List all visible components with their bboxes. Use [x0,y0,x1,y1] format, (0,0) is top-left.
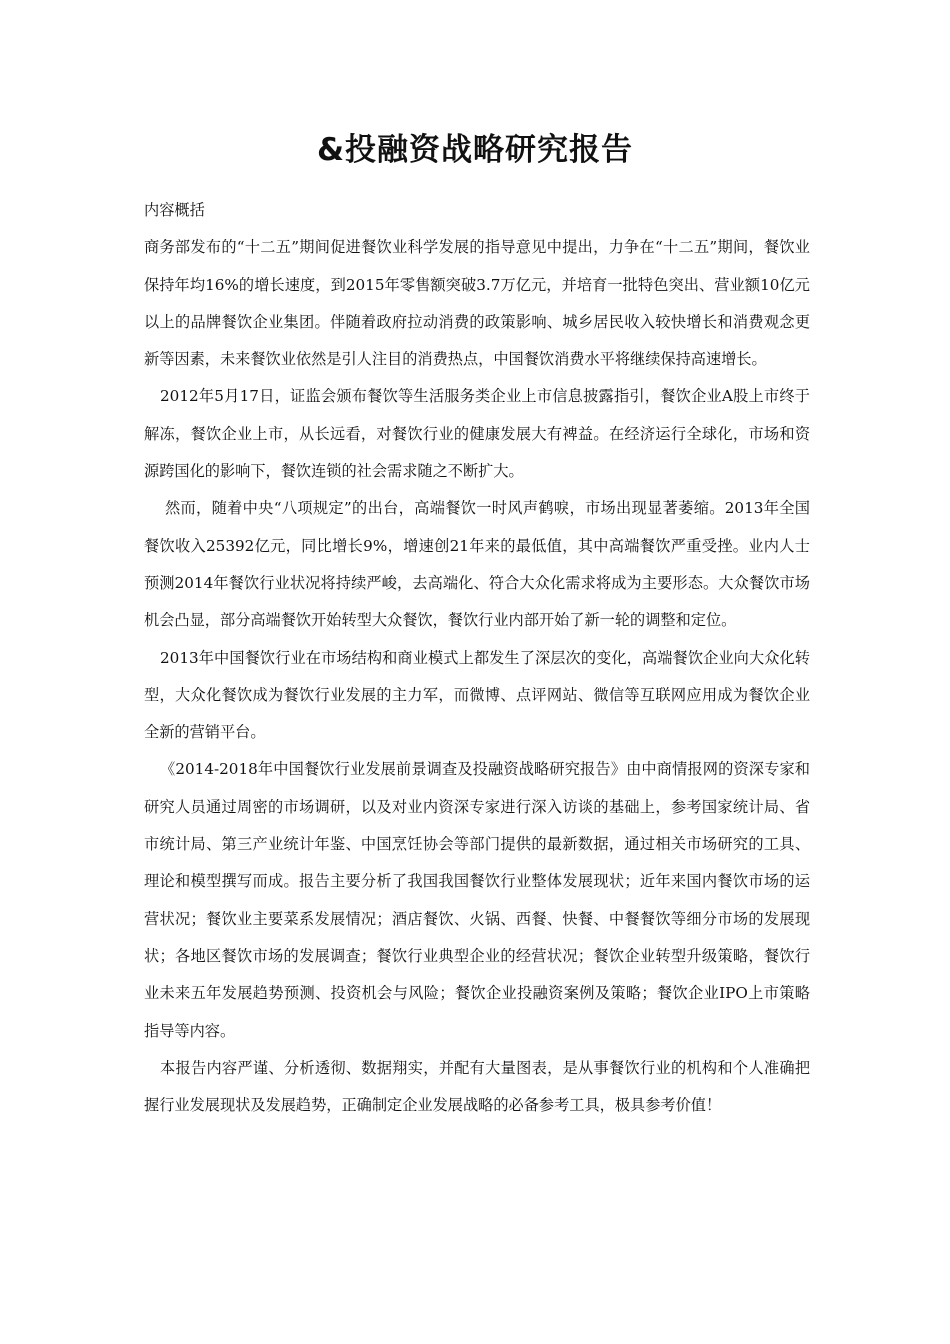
section-heading: 内容概括 [144,201,205,219]
document-body [144,192,810,1124]
paragraph-report-scope: 《2014-2018年中国餐饮行业发展前景调查及投融资战略研究报告》由中商情报网的资深专家和研究人员通过周密的市场调研，以及对业内资深专家进行深入访谈的基础上，参考国家统计局、省市统计局、第三产业统计年鉴、中国烹饪协会等部门提供的最新数据，通过相关市场研究的工具、理论和模型撰写而成。报告主要分析了我国我国餐饮行业整体发展现状；近年来国内餐饮市场的运营状况；餐饮业主要菜系发展情况；酒店餐饮、火锅、西餐、快餐、中餐餐饮等细分市场的发展现状；各地区餐饮市场的发展调查；餐饮行业典型企业的经营状况；餐饮企业转型升级策略，餐饮行业未来五年发展趋势预测、投资机会与风险；餐饮企业投融资案例及策略；餐饮企业IPO上市策略指导等内容。 [144,760,810,1040]
document-title: &投融资战略研究报告 [316,132,634,168]
paragraph-report-value: 本报告内容严谨、分析透彻、数据翔实，并配有大量图表，是从事餐饮行业的机构和个人准确把握行业发展现状及发展趋势，正确制定企业发展战略的必备参考工具，极具参考价值！ [144,1058,810,1115]
paragraph-listing: 2012年5月17日，证监会颁布餐饮等生活服务类企业上市信息披露指引，餐饮企业A股上市终于解冻，餐饮企业上市，从长远看，对餐饮行业的健康发展大有裨益。在经济运行全球化，市场和资源跨国化的影响下，餐饮连锁的社会需求随之不断扩大。 [144,387,810,481]
paragraph-intro: 商务部发布的“十二五”期间促进餐饮业科学发展的指导意见中提出，力争在“十二五”期间，餐饮业保持年均16%的增长速度，到2015年零售额突破3.7万亿元，并培育一批特色突出、营业额10亿元以上的品牌餐饮企业集团。伴随着政府拉动消费的政策影响、城乡居民收入较快增长和消费观念更新等因素，未来餐饮业依然是引人注目的消费热点，中国餐饮消费水平将继续保持高速增长。 [144,238,810,369]
paragraph-regulation: 然而，随着中央“八项规定”的出台，高端餐饮一时风声鹤唳，市场出现显著萎缩。2013年全国餐饮收入25392亿元，同比增长9%，增速创21年来的最低值，其中高端餐饮严重受挫。业内人士预测2014年餐饮行业状况将持续严峻，去高端化、符合大众化需求将成为主要形态。大众餐饮市场机会凸显，部分高端餐饮开始转型大众餐饮，餐饮行业内部开始了新一轮的调整和定位。 [144,499,810,630]
paragraph-transformation: 2013年中国餐饮行业在市场结构和商业模式上都发生了深层次的变化，高端餐饮企业向大众化转型，大众化餐饮成为餐饮行业发展的主力军，而微博、点评网站、微信等互联网应用成为餐饮企业全新的营销平台。 [144,648,810,742]
